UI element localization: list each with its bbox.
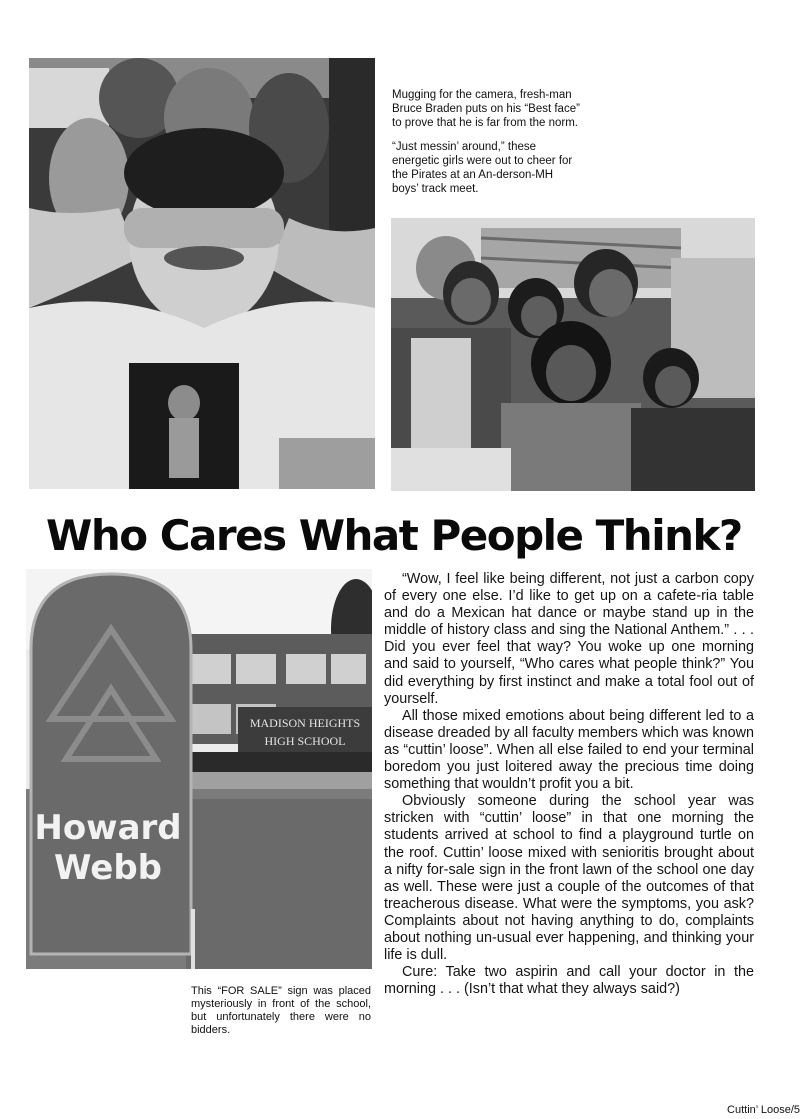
article-paragraph: Obviously someone during the school year was stricken with “cuttin’ loose” in that one morning the students arrived at school to find a playground turtle on the roof. Cuttin’ loose mixed with senioritis brought about a nifty for-sale sign in the front lawn of the school one day as well. These were just a couple of the outcomes of that treacherous disease. What were the symptoms, you ask? Complaints about not having anything to do, complaints about nothing un-usual ever happening, and thinking your life is dull. <box>384 793 754 964</box>
article-paragraph: Cure: Take two aspirin and call your doctor in the morning . . . (Isn’t that what they always said?) <box>384 964 754 998</box>
sign-text-webb: Webb <box>53 848 163 888</box>
school-sign-line1: MADISON HEIGHTS <box>249 716 361 730</box>
caption-top <box>392 88 582 196</box>
article-paragraph: All those mixed emotions about being different led to a disease dreaded by all faculty members which was known as “cuttin’ loose”. When all else failed to end your terminal boredom you just loitered away the precious time doing something that wouldn’t profit you a bit. <box>384 707 754 793</box>
article-paragraph: “Wow, I feel like being different, not just a carbon copy of every one else. I’d like to get up on a cafete-ria table and do a Mexican hat dance or maybe stand up in the middle of history class and sing the National Anthem.” . . . Did you ever feel that way? You woke up one morning and said to yourself, “Who cares what people think?” You did everything by first instinct and make a total fool out of yourself. <box>384 571 754 707</box>
sign-text-howard: Howard <box>34 808 182 848</box>
page-folio: Cuttin’ Loose/5 <box>727 1104 800 1116</box>
photo-freshman-mugging <box>29 58 375 489</box>
photo-cheering-girls <box>391 218 755 491</box>
girls-photo-drawing <box>391 218 755 491</box>
school-sign-line2: HIGH SCHOOL <box>264 734 346 748</box>
caption-for-sale-sign: This “FOR SALE” sign was placed mysteriously in front of the school, but unfortunately there were no bidders. <box>191 985 371 1036</box>
page-headline: Who Cares What People Think? <box>46 511 742 560</box>
photo-for-sale-sign <box>26 569 372 969</box>
freshman-photo-drawing <box>29 58 375 489</box>
caption-freshman: Mugging for the camera, fresh-man Bruce Braden puts on his “Best face” to prove that he is far from the norm. <box>392 89 580 129</box>
article-body <box>384 571 754 998</box>
caption-girls: “Just messin’ around,” these energetic girls were out to cheer for the Pirates at an An-derson-MH boys’ track meet. <box>392 141 573 195</box>
sign-photo-drawing <box>26 569 372 969</box>
